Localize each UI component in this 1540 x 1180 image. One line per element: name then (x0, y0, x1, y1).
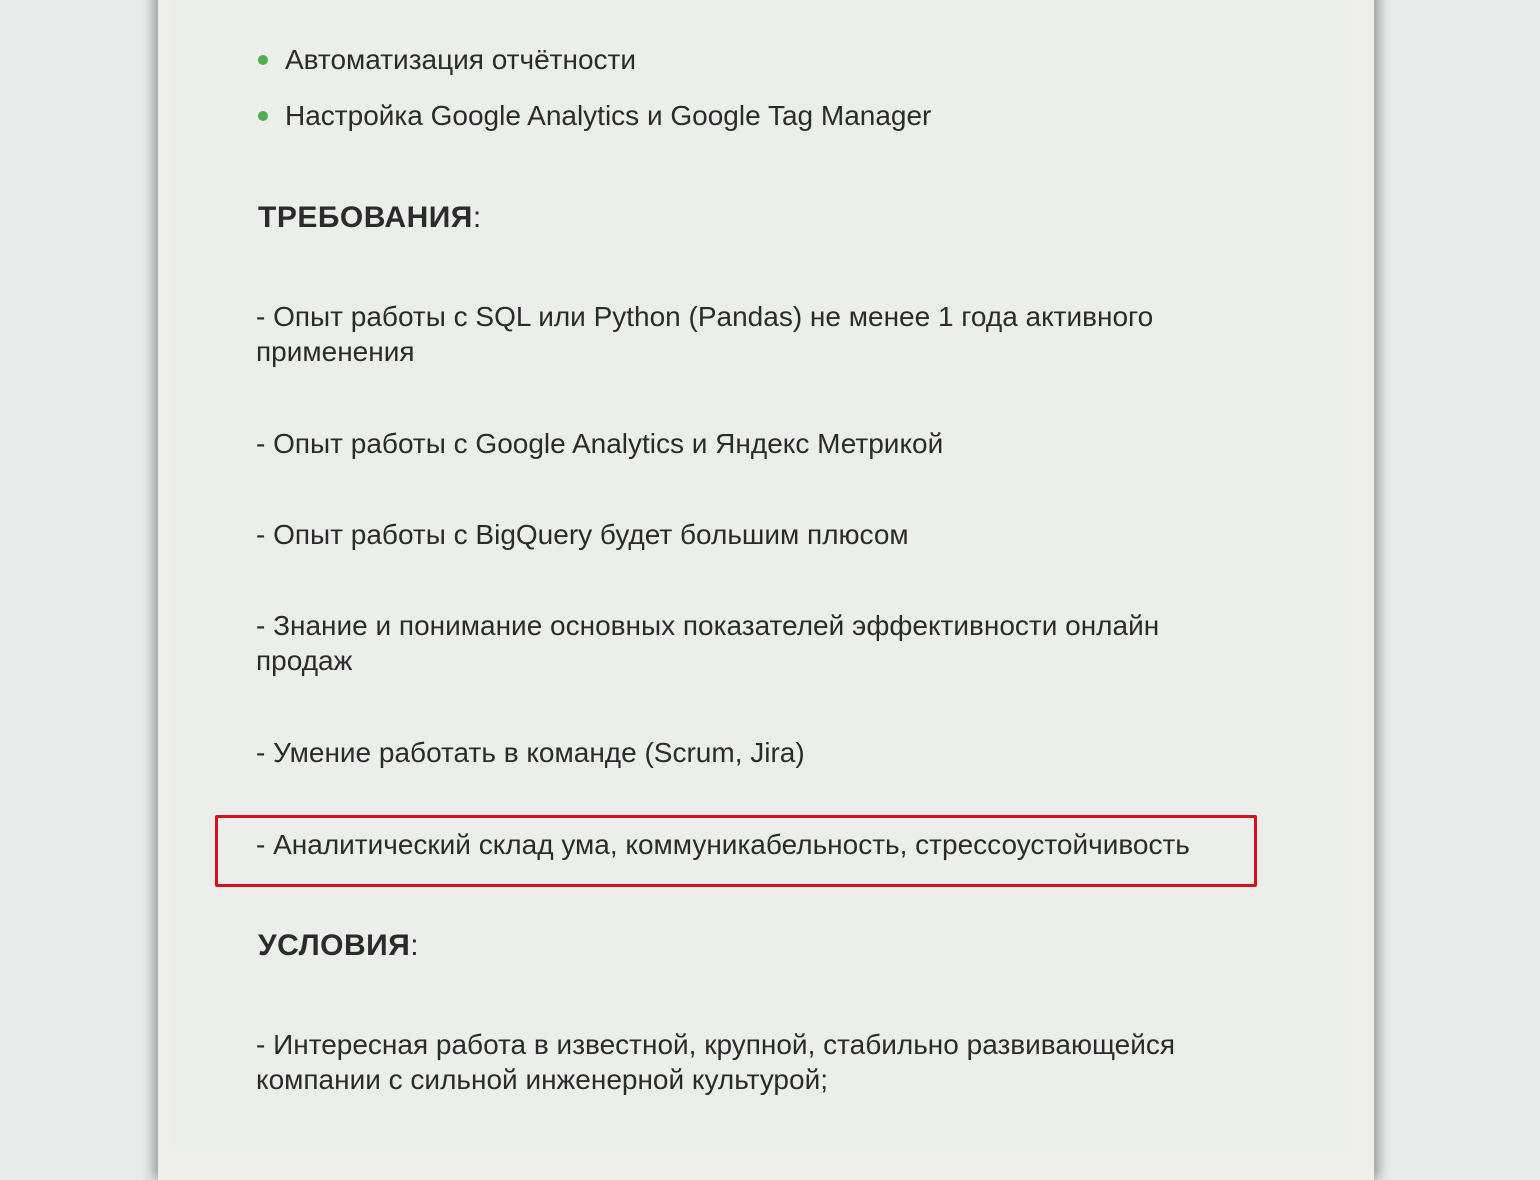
bullet-dot-icon (258, 55, 268, 65)
conditions-heading-text: УСЛОВИЯ (258, 929, 411, 962)
bullet-dot-icon (258, 111, 268, 121)
requirement-item: - Умение работать в команде (Scrum, Jira) (256, 737, 805, 768)
requirement-item: - Опыт работы с BigQuery будет большим плюсом (256, 519, 909, 550)
requirement-item-highlighted: - Аналитический склад ума, коммуникабельность, стрессоустойчивость (256, 829, 1190, 860)
list-item-text: Автоматизация отчётности (285, 44, 636, 75)
conditions-heading (258, 926, 419, 966)
requirement-item: - Опыт работы с Google Analytics и Яндекс Метрикой (256, 428, 944, 459)
condition-item: - Интересная работа в известной, крупной, стабильно развивающейся компании с сильной инженерной культурой; (256, 1029, 1176, 1095)
requirements-heading-text: ТРЕБОВАНИЯ (258, 201, 473, 234)
list-item-text: Настройка Google Analytics и Google Tag Manager (285, 100, 932, 131)
requirements-heading (258, 198, 482, 238)
heading-colon: : (410, 929, 420, 962)
document-page (158, 0, 1374, 1180)
list-item (258, 94, 931, 150)
heading-colon: : (472, 201, 482, 234)
content-area (170, 0, 1352, 1150)
highlight-box (215, 815, 1257, 887)
list-item (258, 38, 931, 94)
requirement-item: - Знание и понимание основных показателей эффективности онлайн продаж (256, 610, 1160, 676)
requirement-item: - Опыт работы с SQL или Python (Pandas) не менее 1 года активного применения (256, 301, 1154, 367)
duties-list (258, 38, 931, 150)
